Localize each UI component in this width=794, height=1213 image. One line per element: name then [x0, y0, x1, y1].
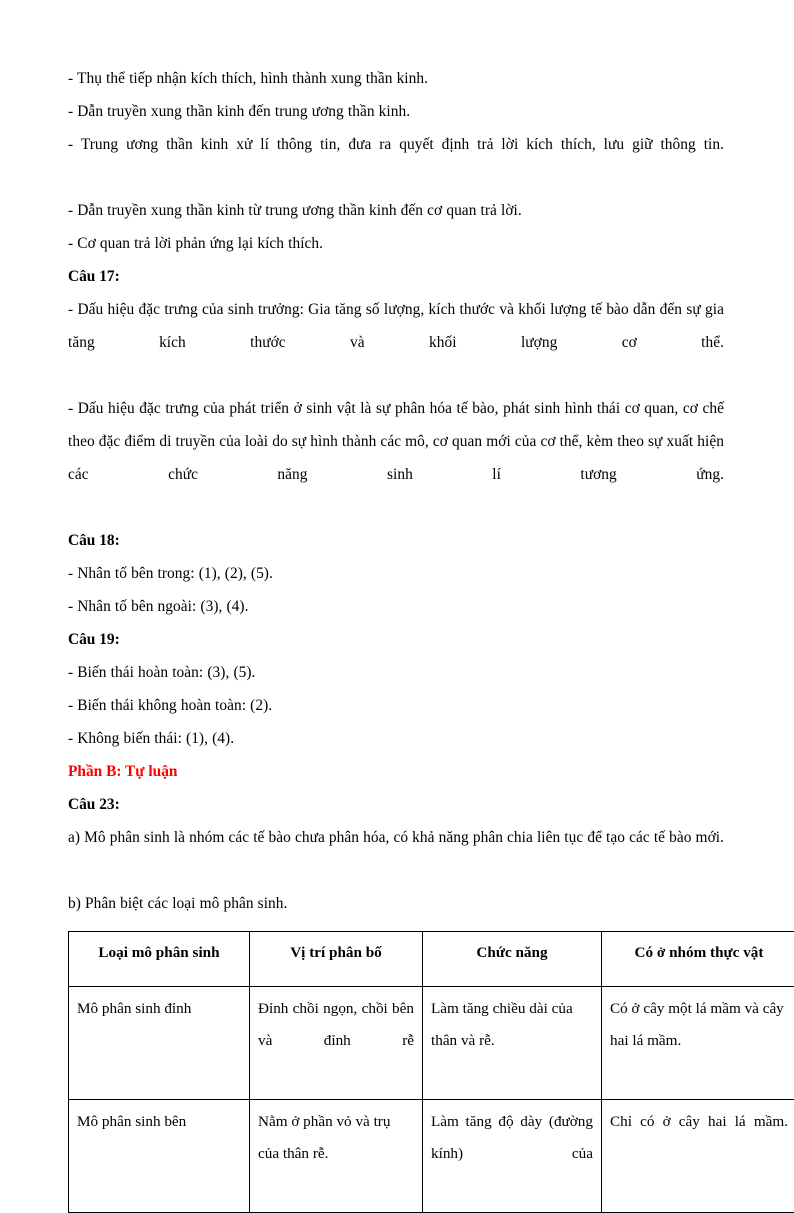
table-header-type: Loại mô phân sinh — [69, 932, 250, 987]
table-header-row — [69, 932, 794, 987]
cell-function: Làm tăng độ dày (đường kính) của — [423, 1100, 602, 1213]
heading-cau-19: Câu 19: — [68, 623, 724, 656]
answer-line-1: - Thụ thể tiếp nhận kích thích, hình thành xung thần kinh. — [68, 62, 724, 95]
answer-line-2: - Dẫn truyền xung thần kinh đến trung ương thần kinh. — [68, 95, 724, 128]
meristem-comparison-table — [68, 931, 794, 1213]
heading-cau-23: Câu 23: — [68, 788, 724, 821]
heading-cau-17: Câu 17: — [68, 260, 724, 293]
cau-17-paragraph-2: - Dấu hiệu đặc trưng của phát triển ở sinh vật là sự phân hóa tế bào, phát sinh hình thái cơ quan, cơ chế theo đặc điểm di truyền của loài do sự hình thành các mô, cơ quan mới của cơ thể, kèm theo sự xuất hiện các chức năng sinh lí tương ứng. — [68, 392, 724, 524]
cau-18-item-1: - Nhân tố bên trong: (1), (2), (5). — [68, 557, 724, 590]
cau-19-item-3: - Không biến thái: (1), (4). — [68, 722, 724, 755]
heading-phan-b: Phần B: Tự luận — [68, 755, 724, 788]
cell-group: Chỉ có ở cây hai lá mầm. — [602, 1100, 794, 1213]
cau-23-part-a: a) Mô phân sinh là nhóm các tế bào chưa phân hóa, có khả năng phân chia liên tục để tạo các tế bào mới. — [68, 821, 724, 887]
answer-line-4: - Dẫn truyền xung thần kinh từ trung ương thần kinh đến cơ quan trả lời. — [68, 194, 724, 227]
answer-line-3: - Trung ương thần kinh xử lí thông tin, đưa ra quyết định trả lời kích thích, lưu giữ thông tin. — [68, 128, 724, 194]
table-header-function: Chức năng — [423, 932, 602, 987]
cell-location: Đỉnh chồi ngọn, chồi bên và đỉnh rễ — [250, 987, 423, 1100]
table-row — [69, 1100, 794, 1213]
cau-19-item-2: - Biến thái không hoàn toàn: (2). — [68, 689, 724, 722]
cau-23-part-b: b) Phân biệt các loại mô phân sinh. — [68, 887, 724, 920]
cell-type: Mô phân sinh đỉnh — [69, 987, 250, 1100]
answer-line-5: - Cơ quan trả lời phản ứng lại kích thích. — [68, 227, 724, 260]
table-header-group: Có ở nhóm thực vật — [602, 932, 794, 987]
cau-18-item-2: - Nhân tố bên ngoài: (3), (4). — [68, 590, 724, 623]
cell-type: Mô phân sinh bên — [69, 1100, 250, 1213]
table-row — [69, 987, 794, 1100]
heading-cau-18: Câu 18: — [68, 524, 724, 557]
document-content — [68, 62, 724, 1213]
table-header-location: Vị trí phân bố — [250, 932, 423, 987]
cell-function: Làm tăng chiều dài của thân và rễ. — [423, 987, 602, 1100]
cell-group: Có ở cây một lá mầm và cây hai lá mầm. — [602, 987, 794, 1100]
cau-17-paragraph-1: - Dấu hiệu đặc trưng của sinh trưởng: Gia tăng số lượng, kích thước và khối lượng tế bào dẫn đến sự gia tăng kích thước và khối lượng cơ thể. — [68, 293, 724, 392]
cau-19-item-1: - Biến thái hoàn toàn: (3), (5). — [68, 656, 724, 689]
cell-location: Nằm ở phần vỏ và trụ của thân rễ. — [250, 1100, 423, 1213]
